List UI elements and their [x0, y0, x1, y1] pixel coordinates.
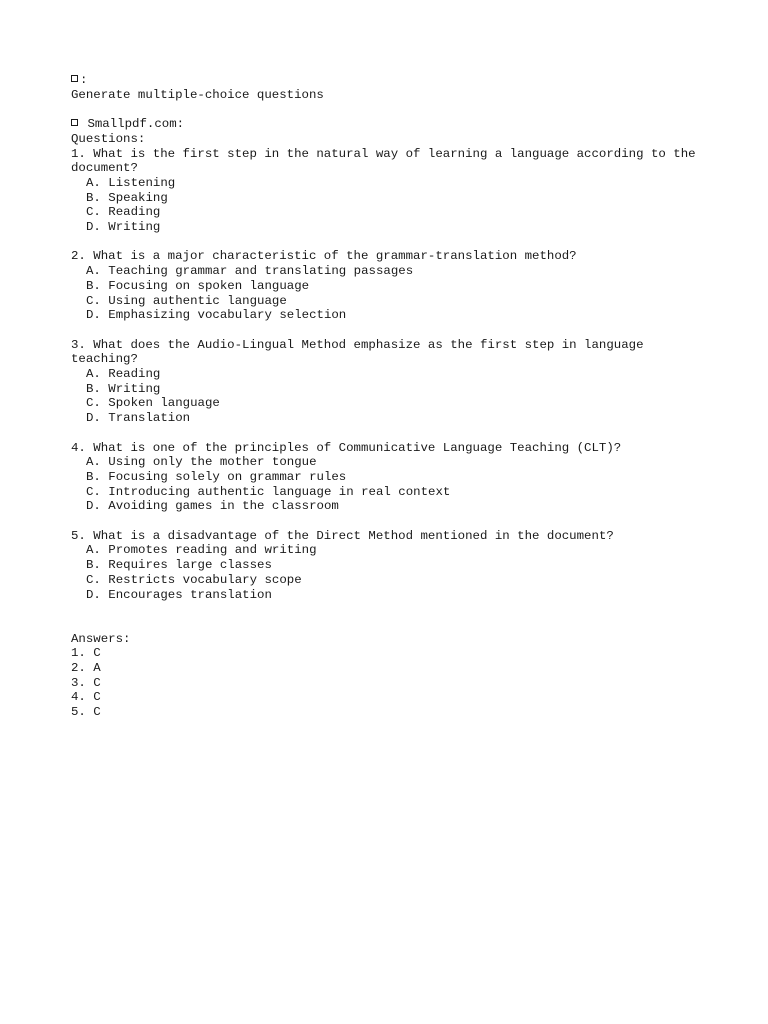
answer-key-item: 4. C	[71, 690, 101, 705]
answer-key-item: 5. C	[71, 705, 101, 720]
question-text: 4. What is one of the principles of Communicative Language Teaching (CLT)?	[71, 440, 622, 455]
question-block	[71, 147, 711, 235]
answer-option: D. Encourages translation	[86, 587, 272, 602]
question-text: 5. What is a disadvantage of the Direct Method mentioned in the document?	[71, 528, 614, 543]
question-block	[71, 441, 711, 515]
answers-title: Answers:	[71, 631, 131, 646]
answer-option: C. Spoken language	[86, 396, 220, 411]
answer-key-item: 1. C	[71, 646, 101, 661]
answer-option: C. Reading	[86, 205, 161, 220]
answer-option: C. Restricts vocabulary scope	[86, 572, 302, 587]
answer-option: B. Focusing on spoken language	[86, 278, 310, 293]
answers-block	[71, 632, 711, 720]
question-text: 1. What is the first step in the natural way of learning a language according to the document?	[71, 146, 696, 176]
answer-option: D. Writing	[86, 220, 161, 235]
user-label: :	[80, 73, 88, 87]
responder-label-line	[71, 117, 711, 132]
answer-option: A. Promotes reading and writing	[86, 543, 317, 558]
question-block	[71, 249, 711, 323]
answer-option: B. Requires large classes	[86, 558, 272, 573]
document-page	[71, 73, 711, 720]
placeholder-glyph-icon	[71, 119, 78, 126]
answer-key-item: 3. C	[71, 675, 101, 690]
question-text: 2. What is a major characteristic of the grammar-translation method?	[71, 249, 577, 264]
answer-option: C. Using authentic language	[86, 293, 287, 308]
answer-option: A. Listening	[86, 175, 176, 190]
answer-option: B. Focusing solely on grammar rules	[86, 469, 347, 484]
answer-key-item: 2. A	[71, 661, 101, 676]
questions-title: Questions:	[71, 131, 146, 146]
question-block	[71, 338, 711, 426]
answer-option: D. Emphasizing vocabulary selection	[86, 308, 347, 323]
answer-option: D. Avoiding games in the classroom	[86, 499, 339, 514]
answer-option: B. Speaking	[86, 190, 168, 205]
question-text: 3. What does the Audio-Lingual Method emphasize as the first step in language teaching?	[71, 337, 644, 367]
answer-option: B. Writing	[86, 381, 161, 396]
prompt-text: Generate multiple-choice questions	[71, 87, 324, 102]
answer-option: C. Introducing authentic language in real context	[86, 484, 451, 499]
question-block	[71, 529, 711, 603]
answer-option: A. Teaching grammar and translating passages	[86, 264, 414, 279]
answer-option: D. Translation	[86, 411, 191, 426]
responder-label: Smallpdf.com:	[87, 117, 185, 132]
user-label-line	[71, 73, 711, 88]
answer-option: A. Using only the mother tongue	[86, 455, 317, 470]
answer-option: A. Reading	[86, 367, 161, 382]
placeholder-glyph-icon	[71, 75, 78, 82]
